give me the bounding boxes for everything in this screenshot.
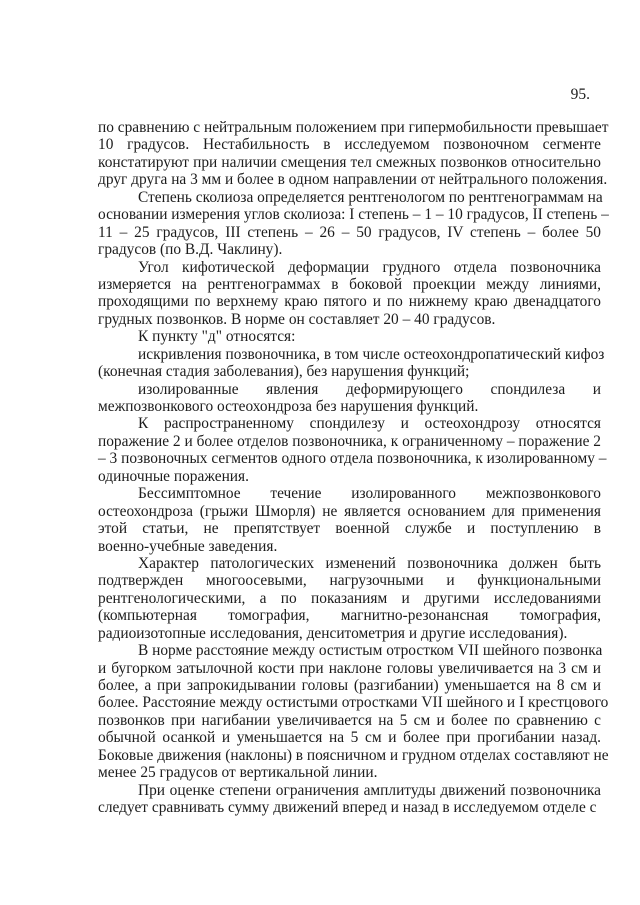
- text-line: При оценке степени ограничения амплитуды движений позвоночника: [138, 781, 601, 799]
- paragraph: [98, 119, 609, 189]
- paragraph: [98, 642, 609, 782]
- paragraph: [98, 345, 605, 381]
- paragraph: [98, 381, 601, 416]
- text-line: изолированные явления деформирующего спондилеза и: [138, 380, 601, 398]
- paragraph: [98, 188, 609, 259]
- text-line: Характер патологических изменений позвоночника должен быть: [138, 554, 601, 572]
- text-line: констатируют при наличии смещения тел смежных позвонков относительно: [98, 153, 601, 171]
- paragraph: [98, 328, 601, 345]
- text-line: остеохондроза (грыжи Шморля) не является основанием для применения: [98, 502, 601, 520]
- paragraph: [98, 485, 601, 555]
- page-number: 95.: [570, 86, 590, 103]
- text-line: поражение 2 и более отделов позвоночника, к ограниченному – поражение 2: [98, 432, 601, 450]
- text-line: 11 – 25 градусов, III степень – 26 – 50 градусов, IV степень – более 50: [98, 223, 601, 241]
- text-line: проходящими по верхнему краю пятого и по нижнему краю двенадцатого: [98, 293, 601, 311]
- text-line: (компьютерная томография, магнитно-резонансная томография,: [98, 607, 601, 625]
- text-line: этой статьи, не препятствует военной службе и поступлению в: [98, 520, 601, 538]
- text-line: искривления позвоночника, в том числе остеохондропатический кифоз: [138, 345, 605, 363]
- text-line: позвонков при нагибании увеличивается на 5 см и более по сравнению с: [98, 711, 601, 729]
- text-line: одиночные поражения.: [98, 467, 249, 485]
- text-line: друг друга на 3 мм и более в одном направлении от нейтрального положения.: [98, 171, 608, 189]
- text-line: рентгенологическими, а по показаниям и другими исследованиями: [98, 589, 601, 607]
- text-line: – 3 позвоночных сегментов одного отдела позвоночника, к изолированному –: [98, 450, 607, 468]
- paragraph: [98, 259, 601, 329]
- text-line: Угол кифотической деформации грудного отдела позвоночника: [138, 258, 601, 276]
- text-line: межпозвонкового остеохондроза без нарушения функций.: [98, 398, 479, 415]
- text-line: и бугорком затылочной кости при наклоне головы увеличивается на 3 см и: [98, 659, 601, 677]
- text-line: измеряется на рентгенограммах в боковой проекции между линиями,: [98, 275, 601, 293]
- text-line: обычной осанкой и уменьшается на 5 см и более при прогибании назад.: [98, 729, 601, 747]
- text-line: Боковые движения (наклоны) в поясничном и грудном отделах составляют не: [98, 746, 609, 764]
- text-line: грудных позвонков. В норме он составляет 20 – 40 градусов.: [98, 310, 496, 328]
- text-line: следует сравнивать сумму движений вперед и назад в исследуемом отделе с: [98, 799, 597, 817]
- document-body: [98, 119, 609, 817]
- text-line: Степень сколиоза определяется рентгенологом по рентгенограммам на: [138, 188, 603, 206]
- text-line: К пункту "д" относятся:: [138, 328, 296, 346]
- paragraph: [98, 415, 607, 485]
- paragraph: [98, 555, 601, 642]
- text-line: основании измерения углов сколиоза: I степень – 1 – 10 градусов, II степень –: [98, 206, 609, 224]
- text-line: подтвержден многоосевыми, нагрузочными и функциональными: [98, 572, 601, 590]
- text-line: К распространенному спондилезу и остеохондрозу относятся: [138, 415, 601, 433]
- text-line: военно-учебные заведения.: [98, 537, 278, 555]
- text-line: (конечная стадия заболевания), без нарушения функций;: [98, 363, 470, 381]
- text-line: более. Расстояние между остистыми отростками VII шейного и I крестцового: [98, 694, 609, 712]
- text-line: В норме расстояние между остистым отростком VII шейного позвонка: [138, 642, 603, 660]
- text-line: по сравнению с нейтральным положением при гипермобильности превышает: [98, 119, 609, 136]
- text-line: более, а при запрокидывании головы (разгибании) уменьшается на 8 см и: [98, 677, 601, 694]
- paragraph: [98, 782, 601, 817]
- text-line: менее 25 градусов от вертикальной линии.: [98, 764, 378, 782]
- text-line: радиоизотопные исследования, денситометрия и другие исследования).: [98, 624, 568, 642]
- text-line: градусов (по В.Д. Чаклину).: [98, 241, 283, 259]
- text-line: 10 градусов. Нестабильность в исследуемом позвоночном сегменте: [98, 136, 601, 154]
- text-line: Бессимптомное течение изолированного межпозвонкового: [138, 485, 601, 503]
